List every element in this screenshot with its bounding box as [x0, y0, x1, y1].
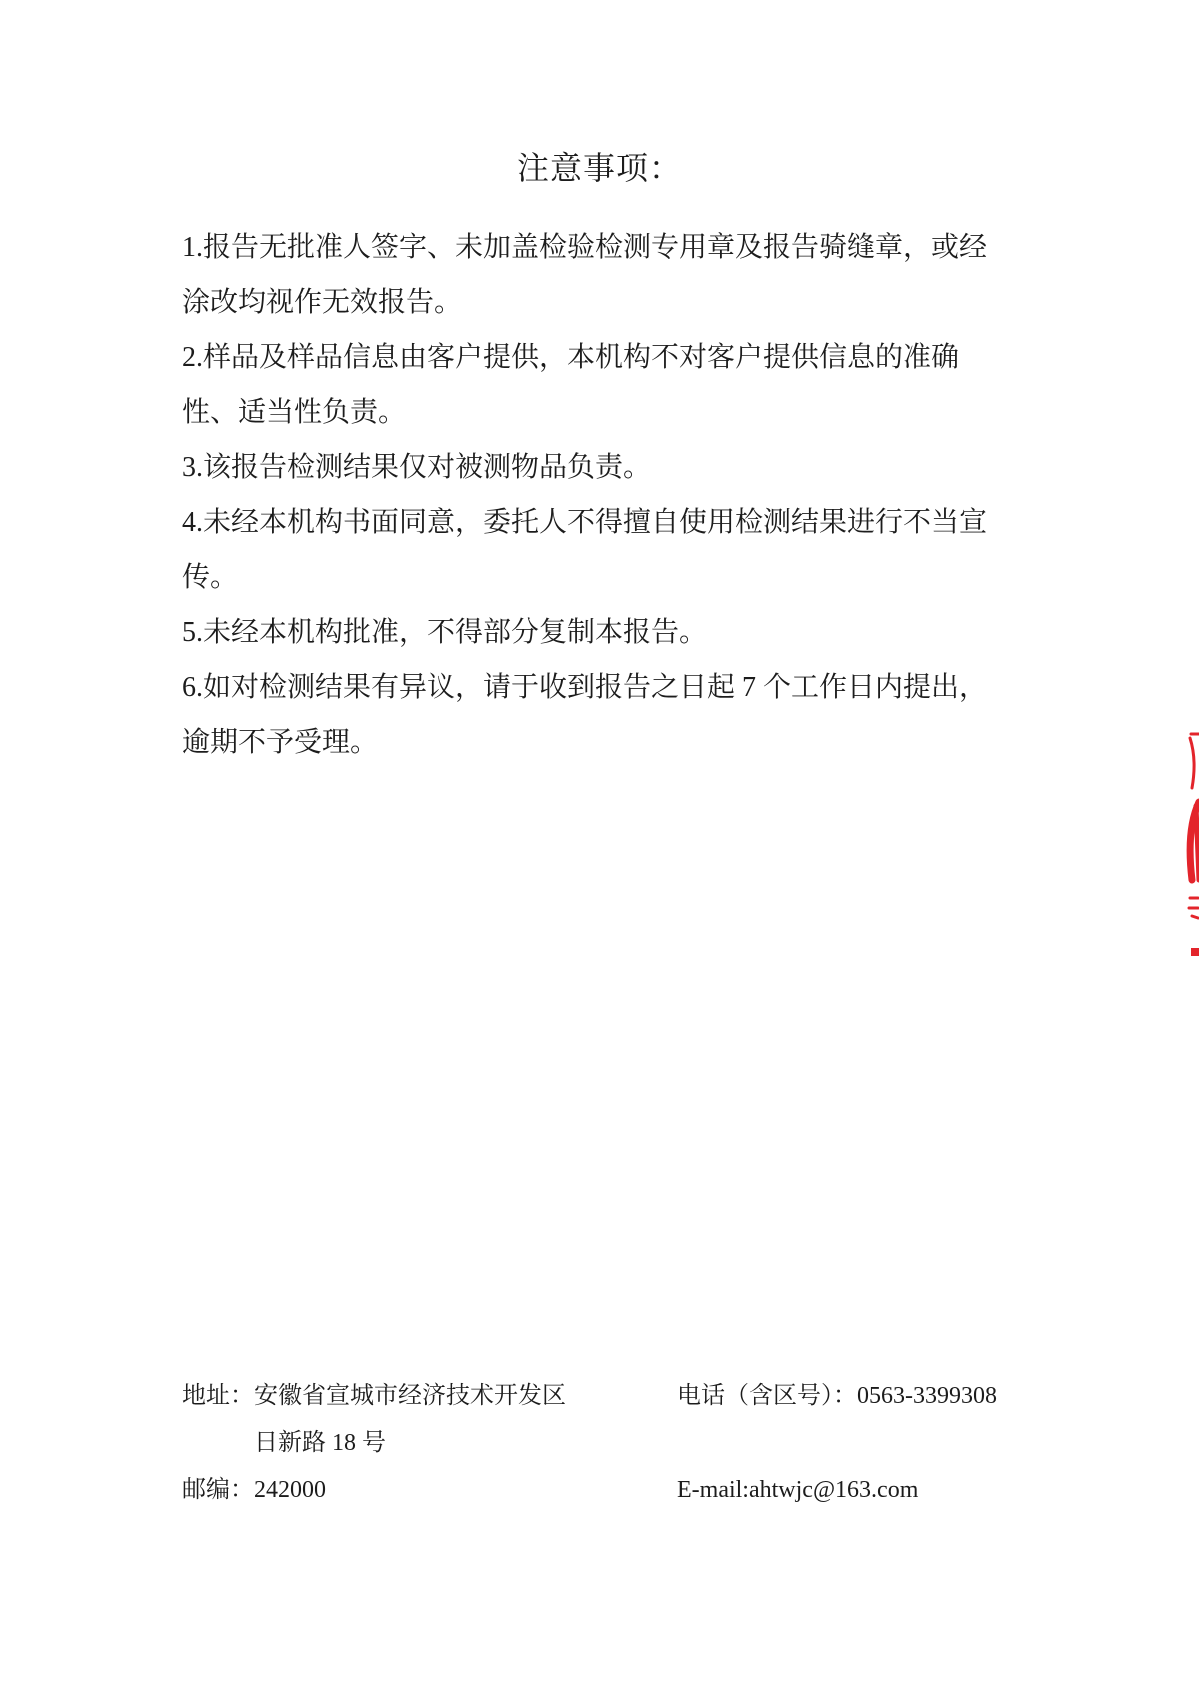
postcode-label: 邮编： [182, 1477, 254, 1503]
note-item [182, 220, 1082, 330]
address-label: 地址： [182, 1383, 254, 1409]
note-line: 4.未经本机构书面同意，委托人不得擅自使用检测结果进行不当宣 [182, 507, 988, 538]
postcode-row [182, 1467, 566, 1514]
note-line: 传。 [182, 562, 239, 593]
contact-footer [0, 1373, 1199, 1514]
email-row [677, 1467, 997, 1514]
postcode-value: 242000 [254, 1477, 326, 1503]
note-line: 逾期不予受理。 [182, 727, 379, 758]
seal-fragment [1176, 730, 1199, 965]
footer-right-column [677, 1373, 997, 1514]
seal-stroke [1192, 916, 1198, 918]
notes-list [182, 220, 1082, 770]
note-line: 1.报告无批准人签字、未加盖检验检测专用章及报告骑缝章，或经 [182, 232, 988, 263]
phone-label: 电话（含区号）： [677, 1383, 857, 1409]
note-line: 3.该报告检测结果仅对被测物品负责。 [182, 452, 652, 483]
address-value: 日新路 18 号 [254, 1430, 386, 1456]
note-item [182, 660, 1082, 770]
note-item [182, 605, 1082, 660]
email-value: ahtwjc@163.com [748, 1477, 919, 1503]
note-line: 性、适当性负责。 [182, 397, 407, 428]
note-line: 2.样品及样品信息由客户提供，本机构不对客户提供信息的准确 [182, 342, 960, 373]
note-line: 5.未经本机构批准，不得部分复制本报告。 [182, 617, 708, 648]
note-line: 涂改均视作无效报告。 [182, 287, 463, 318]
page-title: 注意事项： [516, 150, 682, 186]
address-row [182, 1373, 566, 1420]
footer-left-column [182, 1373, 566, 1514]
footer-spacer [677, 1420, 997, 1467]
phone-value: 0563-3399308 [857, 1383, 997, 1409]
seal-stroke [1190, 738, 1194, 788]
address-row-continued [182, 1420, 566, 1467]
email-label: E-mail: [677, 1477, 749, 1503]
note-line: 6.如对检测结果有异议，请于收到报告之日起 7 个工作日内提出， [182, 672, 988, 703]
address-value: 安徽省宣城市经济技术开发区 [254, 1383, 566, 1409]
note-item [182, 330, 1082, 440]
note-item [182, 440, 1082, 495]
seal-mark [1191, 948, 1199, 956]
phone-row [677, 1373, 997, 1420]
note-item [182, 495, 1082, 605]
